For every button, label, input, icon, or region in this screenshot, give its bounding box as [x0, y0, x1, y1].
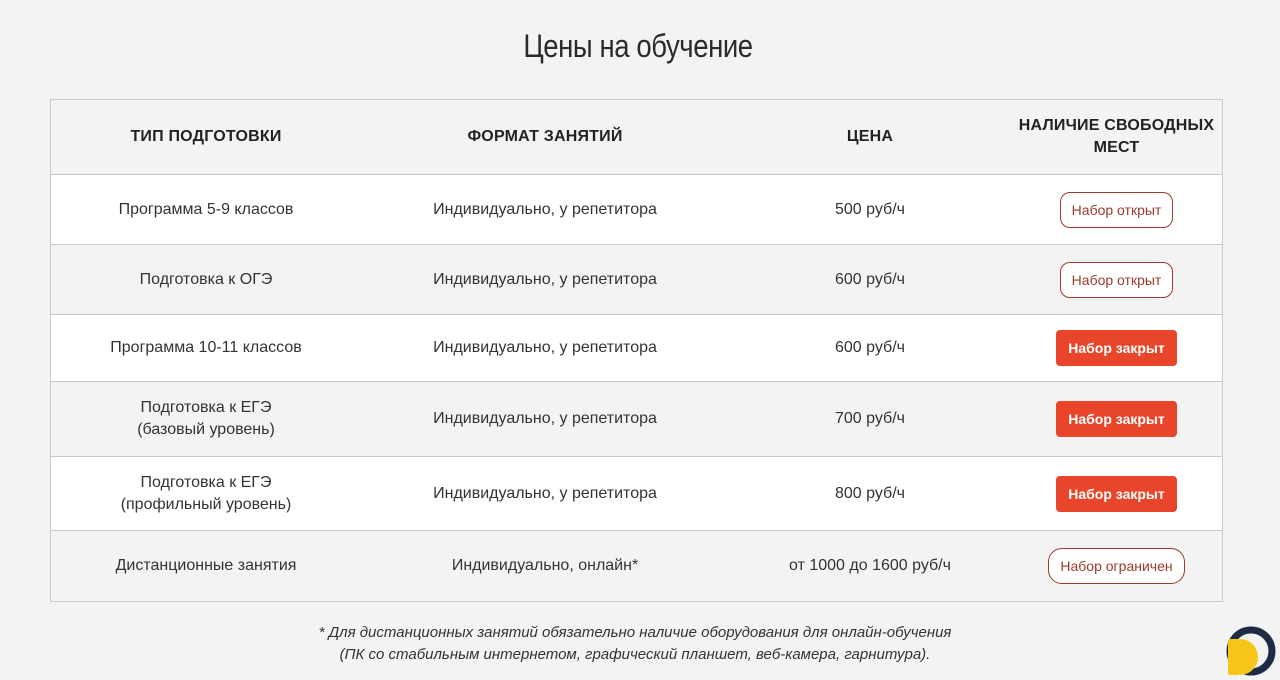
- table-row: [51, 315, 1222, 382]
- brand-logo-icon[interactable]: [1226, 625, 1276, 677]
- row-type-line1: Программа 5-9 классов: [118, 200, 294, 218]
- row-format: Индивидуально, у репетитора: [433, 410, 657, 427]
- status-closed-button[interactable]: Набор закрыт: [1056, 476, 1176, 512]
- status-closed-button[interactable]: Набор закрыт: [1056, 330, 1176, 366]
- table-row: [51, 531, 1222, 601]
- status-open-button[interactable]: Набор открыт: [1060, 192, 1174, 228]
- row-type-line1: Подготовка к ЕГЭ: [140, 399, 272, 416]
- row-price: 600 руб/ч: [835, 339, 905, 356]
- row-status: [1011, 245, 1222, 314]
- row-status: [1011, 175, 1222, 244]
- table-row: [51, 175, 1222, 245]
- page-title: Цены на обучение: [523, 28, 753, 64]
- row-format: Индивидуально, у репетитора: [433, 270, 657, 288]
- row-type: [51, 245, 361, 314]
- row-price: от 1000 до 1600 руб/ч: [789, 557, 951, 574]
- header-format: ФОРМАТ ЗАНЯТИЙ: [467, 128, 623, 145]
- row-type: [51, 531, 361, 601]
- row-type-line1: Дистанционные занятия: [115, 557, 297, 574]
- table-header-row: [51, 100, 1222, 175]
- header-availability-line2: МЕСТ: [1093, 139, 1140, 156]
- footnote-line2: (ПК со стабильным интернетом, графический планшет, веб-камера, гарнитура).: [339, 646, 931, 663]
- row-status: [1011, 315, 1222, 381]
- table-row: [51, 382, 1222, 457]
- row-price: 500 руб/ч: [835, 200, 905, 218]
- row-type-line2: (профильный уровень): [120, 495, 292, 513]
- row-format: Индивидуально, у репетитора: [433, 200, 657, 218]
- row-status: [1011, 457, 1222, 530]
- footnote-line1: * Для дистанционных занятий обязательно наличие оборудования для онлайн-обучения: [318, 624, 952, 641]
- status-open-button[interactable]: Набор открыт: [1060, 262, 1174, 298]
- row-type: [51, 457, 361, 530]
- header-price: ЦЕНА: [846, 128, 894, 145]
- row-status: [1011, 382, 1222, 456]
- row-price: 700 руб/ч: [835, 410, 905, 427]
- table-row: [51, 457, 1222, 531]
- row-type-line2: (базовый уровень): [137, 421, 275, 438]
- header-availability: [1011, 100, 1222, 174]
- row-price: 800 руб/ч: [835, 484, 905, 502]
- row-type-line1: Подготовка к ОГЭ: [139, 270, 273, 288]
- footnote: [0, 622, 1270, 666]
- row-type: [51, 175, 361, 244]
- header-availability-line1: НАЛИЧИЕ СВОБОДНЫХ: [1018, 117, 1215, 134]
- header-type: ТИП ПОДГОТОВКИ: [130, 128, 282, 145]
- pricing-table: [50, 99, 1223, 602]
- status-closed-button[interactable]: Набор закрыт: [1056, 401, 1176, 437]
- status-limited-button[interactable]: Набор ограничен: [1048, 548, 1184, 584]
- table-row: [51, 245, 1222, 315]
- row-type: [51, 315, 361, 381]
- row-type: [51, 382, 361, 456]
- row-type-line1: Программа 10-11 классов: [110, 339, 302, 356]
- row-format: Индивидуально, онлайн*: [451, 557, 639, 574]
- row-format: Индивидуально, у репетитора: [433, 484, 657, 502]
- row-format: Индивидуально, у репетитора: [433, 339, 657, 356]
- row-type-line1: Подготовка к ЕГЭ: [140, 473, 272, 491]
- row-status: [1011, 531, 1222, 601]
- row-price: 600 руб/ч: [835, 270, 905, 288]
